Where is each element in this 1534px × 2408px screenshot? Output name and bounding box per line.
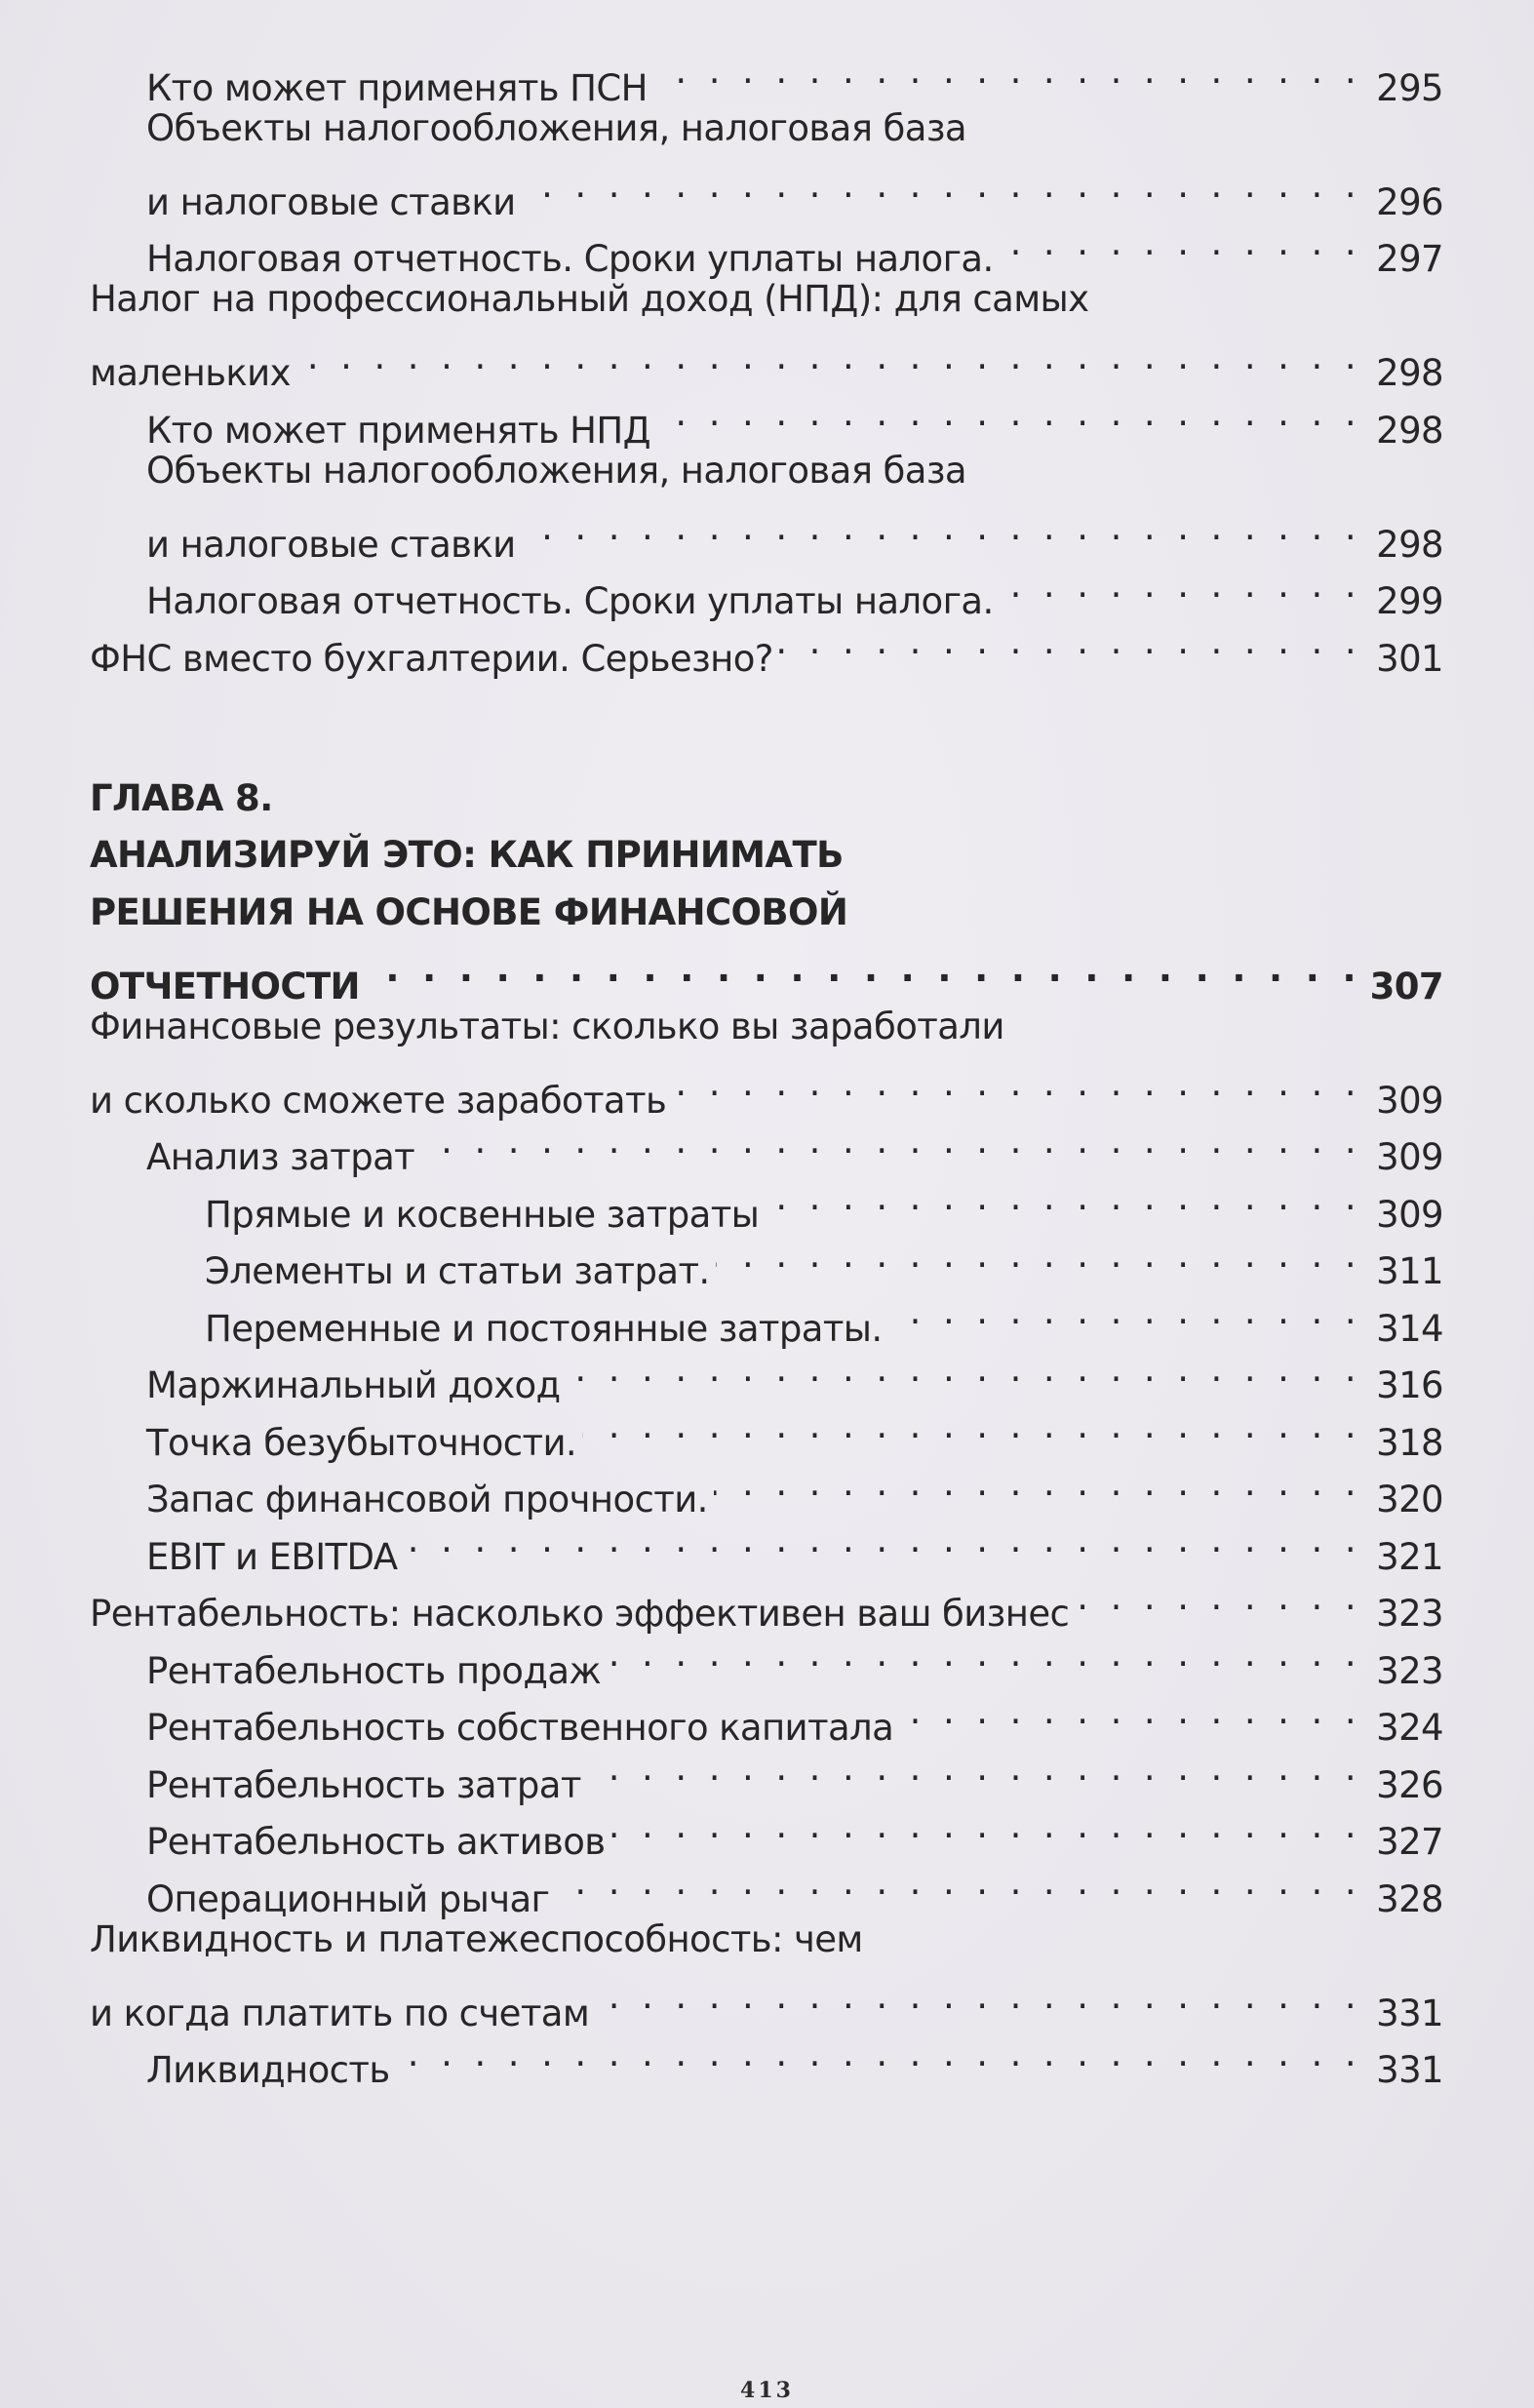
toc-entry-title: Элементы и статьи затрат. (205, 1250, 710, 1292)
toc-entry-page: 320 (1376, 1479, 1443, 1520)
toc-entry-title: Рентабельность активов (146, 1821, 606, 1863)
dot-leader (899, 1683, 1361, 1741)
dot-leader (714, 1455, 1361, 1513)
toc-entry[interactable] (90, 1113, 1443, 1178)
dot-leader (607, 1626, 1361, 1683)
dot-leader (656, 385, 1361, 443)
toc-entry-title: Ликвидность и платежеспособность: чем (90, 1917, 863, 1960)
dot-leader (396, 2026, 1361, 2083)
toc-entry-title: Объекты налогообложения, налоговая база (146, 106, 966, 149)
toc-entry-title-cont: маленьких (90, 352, 291, 394)
dot-leader (420, 1113, 1361, 1170)
dot-leader (366, 941, 1361, 999)
toc-entry[interactable] (90, 1398, 1443, 1464)
toc-entry[interactable] (90, 1854, 1443, 1920)
chapter-title-line: РЕШЕНИЯ НА ОСНОВЕ ФИНАНСОВОЙ (90, 890, 848, 933)
toc-entry-page: 296 (1376, 180, 1443, 223)
toc-entry[interactable] (90, 1341, 1443, 1406)
dot-leader (522, 157, 1361, 215)
table-of-contents (90, 43, 1443, 2091)
toc-entry-page: 299 (1376, 580, 1443, 622)
toc-entry-page: 326 (1376, 1763, 1443, 1806)
toc-entry-title: Кто может применять ПСН (146, 66, 648, 109)
chapter-title-line: АНАЛИЗИРУЙ ЭТО: КАК ПРИНИМАТЬ (90, 834, 844, 876)
toc-entry-title: Запас финансовой прочности. (146, 1479, 708, 1520)
toc-entry-title: Рентабельность: насколько эффективен ваш бизнес (90, 1593, 1070, 1635)
toc-entry-title: Налоговая отчетность. Сроки уплаты налога. (146, 238, 994, 280)
toc-entry-page: 318 (1376, 1421, 1443, 1464)
chapter-title-line: ОТЧЕТНОСТИ (90, 965, 360, 1007)
toc-entry[interactable] (90, 443, 1443, 566)
toc-entry-title: Рентабельность собственного капитала (146, 1707, 894, 1749)
toc-entry-page: 321 (1376, 1535, 1443, 1578)
dot-leader (403, 1512, 1361, 1569)
toc-entry[interactable] (90, 1455, 1443, 1520)
toc-entry[interactable] (90, 1512, 1443, 1578)
dot-leader (555, 1854, 1361, 1912)
toc-section-previous (90, 43, 1443, 680)
toc-entry-page: 323 (1376, 1649, 1443, 1692)
toc-entry[interactable] (90, 613, 1443, 680)
dot-leader (296, 329, 1361, 386)
toc-entry-title: Финансовые результаты: сколько вы заработали (90, 1005, 1004, 1047)
toc-entry-title-cont: и налоговые ставки (146, 180, 516, 223)
dot-leader (653, 43, 1361, 100)
toc-entry-page: 309 (1376, 1079, 1443, 1122)
toc-entry-title: Прямые и косвенные затраты (205, 1193, 760, 1236)
dot-leader (1075, 1569, 1361, 1627)
dot-leader (567, 1341, 1361, 1399)
toc-entry[interactable] (90, 1283, 1443, 1350)
toc-entry-page: 298 (1376, 352, 1443, 394)
toc-entry[interactable] (90, 2026, 1443, 2091)
toc-entry-title: Ликвидность (146, 2049, 390, 2091)
toc-entry-title: Налог на профессиональный доход (НПД): для самых (90, 278, 1089, 320)
toc-entry-page: 295 (1376, 66, 1443, 109)
toc-entry-page: 309 (1376, 1193, 1443, 1236)
dot-leader (1000, 557, 1361, 614)
dot-leader (765, 1169, 1361, 1227)
toc-entry-page: 309 (1376, 1136, 1443, 1178)
toc-entry[interactable] (90, 557, 1443, 622)
dot-leader (716, 1227, 1361, 1284)
toc-entry-title-cont: и когда платить по счетам (90, 1992, 590, 2034)
dot-leader (1000, 215, 1361, 272)
toc-entry-title: EBIT и EBITDA (146, 1535, 398, 1578)
toc-entry-title: Рентабельность продаж (146, 1649, 602, 1692)
toc-entry[interactable] (90, 1227, 1443, 1292)
toc-entry-page: 324 (1376, 1707, 1443, 1749)
dot-leader (582, 1398, 1361, 1455)
toc-entry[interactable] (90, 1797, 1443, 1863)
toc-entry[interactable] (90, 271, 1443, 394)
page-number: 413 (740, 2378, 794, 2403)
toc-entry-page: 328 (1376, 1877, 1443, 1920)
toc-entry-page: 314 (1376, 1307, 1443, 1350)
toc-entry[interactable] (90, 1169, 1443, 1236)
toc-section-chapter-8 (90, 999, 1443, 2091)
dot-leader (522, 499, 1361, 557)
chapter-heading[interactable] (90, 770, 1443, 1007)
toc-entry-page: 331 (1376, 2049, 1443, 2091)
toc-entry-title: Переменные и постоянные затраты. (205, 1307, 883, 1350)
toc-entry-page: 311 (1376, 1250, 1443, 1292)
toc-entry-title: Рентабельность затрат (146, 1763, 581, 1806)
toc-entry-page: 323 (1376, 1593, 1443, 1635)
toc-entry-title: Анализ затрат (146, 1136, 415, 1178)
dot-leader (888, 1283, 1361, 1341)
toc-entry-title: ФНС вместо бухгалтерии. Серьезно? (90, 637, 773, 680)
toc-entry-title: Маржинальный доход (146, 1364, 561, 1406)
toc-entry-title-cont: и налоговые ставки (146, 523, 516, 566)
toc-entry[interactable] (90, 1683, 1443, 1749)
dot-leader (587, 1740, 1361, 1797)
toc-entry-page: 331 (1376, 1992, 1443, 2034)
chapter-label: ГЛАВА 8. (90, 776, 273, 819)
toc-entry-title: Точка безубыточности. (146, 1421, 577, 1464)
dot-leader (779, 613, 1361, 671)
dot-leader (611, 1797, 1362, 1855)
toc-entry-page: 316 (1376, 1364, 1443, 1406)
toc-entry[interactable] (90, 999, 1443, 1122)
toc-entry-title: Кто может применять НПД (146, 409, 650, 452)
toc-entry[interactable] (90, 43, 1443, 109)
toc-entry-page: 298 (1376, 523, 1443, 566)
toc-entry[interactable] (90, 1569, 1443, 1635)
toc-entry-title: Налоговая отчетность. Сроки уплаты налога. (146, 580, 994, 622)
toc-entry-title: Операционный рычаг (146, 1877, 550, 1920)
toc-entry-page: 301 (1376, 637, 1443, 680)
toc-entry[interactable] (90, 100, 1443, 223)
toc-entry-page: 327 (1376, 1821, 1443, 1863)
toc-entry[interactable] (90, 1626, 1443, 1692)
dot-leader (672, 1055, 1361, 1113)
toc-entry-title-cont: и сколько сможете заработать (90, 1079, 667, 1122)
toc-entry[interactable] (90, 1912, 1443, 2034)
toc-entry-page: 297 (1376, 238, 1443, 280)
toc-entry-page: 298 (1376, 409, 1443, 452)
toc-entry[interactable] (90, 385, 1443, 452)
dot-leader (595, 1968, 1361, 2026)
toc-entry[interactable] (90, 1740, 1443, 1806)
toc-entry-title: Объекты налогообложения, налоговая база (146, 449, 966, 492)
chapter-page: 307 (1369, 965, 1443, 1007)
toc-entry[interactable] (90, 215, 1443, 280)
